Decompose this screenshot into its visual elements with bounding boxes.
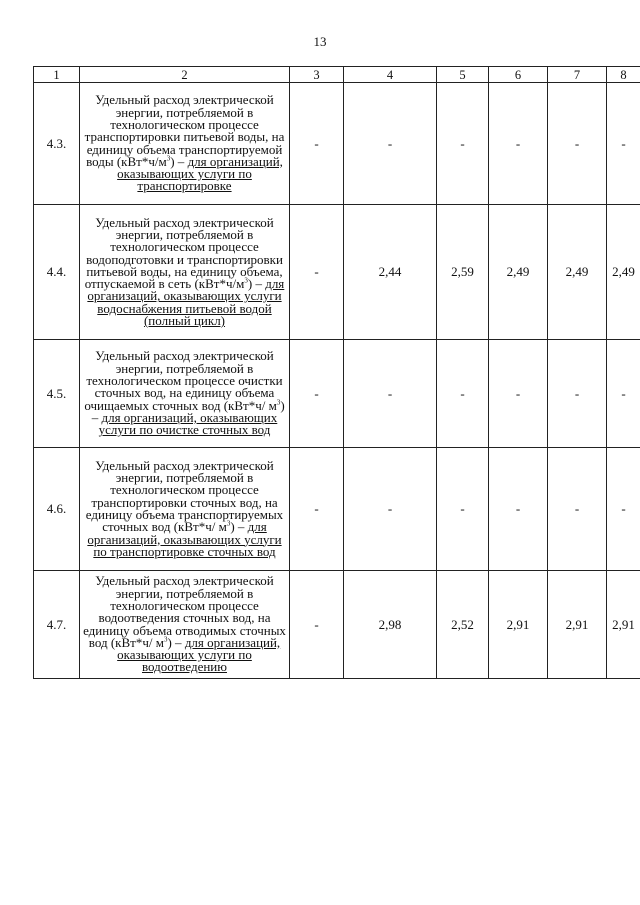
row-number: 4.6. [34,448,80,571]
value-cell: - [607,83,640,205]
value-cell: - [437,448,489,571]
column-header: 5 [437,67,489,83]
description-dash: ) – [170,153,188,169]
column-header: 4 [344,67,437,83]
column-header: 3 [290,67,344,83]
value-cell: - [290,340,344,448]
column-header: 2 [80,67,290,83]
table-row [34,571,640,679]
value-cell: - [437,340,489,448]
value-cell: 2,44 [344,205,437,340]
organization-scope-text: для организаций, оказывающих услуги по водоотведению [117,634,281,675]
value-cell: 2,91 [489,571,548,679]
description-text: Удельный расход электрической энергии, потребляемой в технологическом процессе водоподготовки и транспортировки питьевой воды, на единицу объема, отпускаемой в сеть (кВт*ч/м [84,214,283,292]
value-cell: - [290,448,344,571]
value-cell: 2,59 [437,205,489,340]
unit-superscript: 3 [244,276,248,285]
unit-superscript: 3 [226,519,231,528]
value-cell: - [344,340,437,448]
value-cell: - [344,448,437,571]
column-header: 7 [548,67,607,83]
value-cell: - [489,340,548,448]
row-number: 4.5. [34,340,80,448]
indicator-description [80,448,290,571]
value-cell: - [489,448,548,571]
unit-superscript: 3 [163,635,168,644]
unit-superscript: 3 [166,154,171,163]
indicator-description [80,340,290,448]
value-cell: - [437,83,489,205]
value-cell: 2,52 [437,571,489,679]
organization-scope-text: для организаций, оказывающих услуги по транспортировке сточных вод [87,519,282,559]
row-number: 4.3. [34,83,80,205]
table-header-row [34,67,640,83]
unit-superscript: 3 [276,398,281,407]
description-text: Удельный расход электрической энергии, потребляемой в технологическом процессе водоотведения сточных вод, на единицу объема отводимых сточных вод (кВт*ч/ м [83,573,286,650]
description-dash: ) – [230,519,248,535]
organization-scope-text: для организаций, оказывающих услуги водоснабжения питьевой водой (полный цикл) [87,276,285,329]
value-cell: - [489,83,548,205]
description-dash: ) – [91,397,285,425]
value-cell: - [548,340,607,448]
organization-scope-text: для организаций, оказывающих услуги по транспортировке [117,153,283,194]
indicator-description [80,205,290,340]
table-row [34,448,640,571]
row-number: 4.4. [34,205,80,340]
value-cell: 2,98 [344,571,437,679]
indicator-description [80,83,290,205]
value-cell: 2,91 [548,571,607,679]
value-cell: - [290,571,344,679]
value-cell: - [607,448,640,571]
value-cell: - [548,448,607,571]
value-cell: - [607,340,640,448]
value-cell: 2,91 [607,571,640,679]
value-cell: - [344,83,437,205]
indicators-table [33,66,640,679]
value-cell: 2,49 [548,205,607,340]
value-cell: - [290,83,344,205]
value-cell: - [290,205,344,340]
value-cell: 2,49 [607,205,640,340]
value-cell: 2,49 [489,205,548,340]
value-cell: - [548,83,607,205]
column-header: 1 [34,67,80,83]
description-dash: ) – [247,276,266,292]
description-text: Удельный расход электрической энергии, потребляемой в технологическом процессе очистки сточных вод, на единицу объема очищаемых сточных вод (кВт*ч/ м [84,348,283,413]
table-row [34,205,640,340]
description-dash: ) – [167,634,185,650]
description-text: Удельный расход электрической энергии, потребляемой в технологическом процессе транспортировки питьевой воды, на единицу объема транспортируемой воды (кВт*ч/м [84,92,285,169]
organization-scope-text: для организаций, оказывающих услуги по очистке сточных вод [98,409,278,438]
table-row [34,83,640,205]
indicator-description [80,571,290,679]
row-number: 4.7. [34,571,80,679]
column-header: 6 [489,67,548,83]
column-header: 8 [607,67,640,83]
page-number: 13 [313,34,327,49]
table-row [34,340,640,448]
description-text: Удельный расход электрической энергии, потребляемой в технологическом процессе транспортировки сточных вод, на единицу объема транспортируемых сточных вод (кВт*ч/ м [85,457,284,535]
